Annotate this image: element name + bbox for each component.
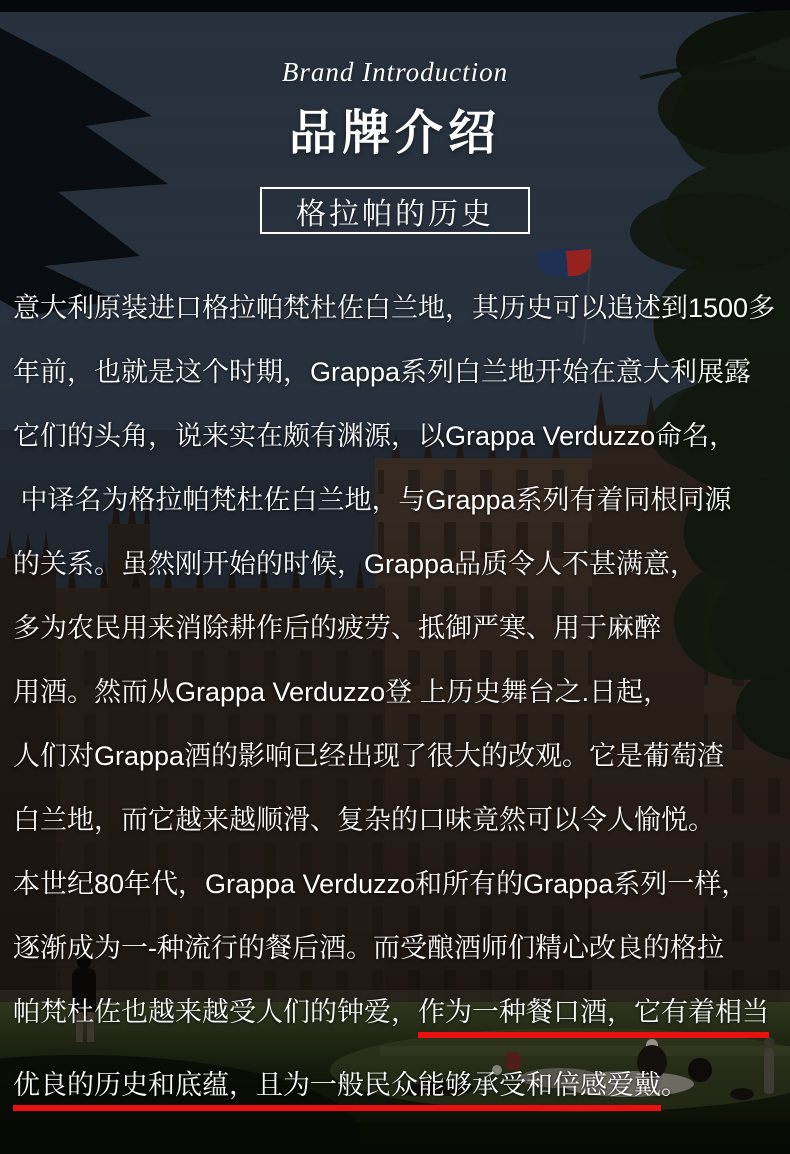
paragraph-line xyxy=(13,995,786,1059)
line-text: 帕梵杜佐也越来越受人们的钟爱， xyxy=(13,997,418,1027)
paragraph-line xyxy=(13,675,786,739)
paragraph-line xyxy=(13,419,786,483)
page-title: 品牌介绍 xyxy=(288,107,501,160)
brand-story-paragraph xyxy=(13,291,786,1132)
paragraph-line xyxy=(13,1068,786,1132)
line-text: 人们对Grappa酒的影响已经出现了很大的改观。它是葡萄渣 xyxy=(13,741,725,771)
paragraph-line xyxy=(13,611,786,675)
line-text: 多为农民用来消除耕作后的疲劳、抵御严寒、用于麻醉 xyxy=(13,613,661,643)
section-title-box xyxy=(260,187,530,234)
line-text: 用酒。然而从Grappa Verduzzo登 上历史舞台之.日起， xyxy=(13,677,671,707)
brand-eyebrow: Brand Introduction xyxy=(281,57,509,87)
line-text: 它们的头角，说来实在颇有渊源，以Grappa Verduzzo命名， xyxy=(13,421,737,451)
line-text: 中译名为格拉帕梵杜佐白兰地，与Grappa系列有着同根同源 xyxy=(13,485,732,515)
line-text: 本世纪80年代，Grappa Verduzzo和所有的Grappa系列一样， xyxy=(13,869,749,899)
red-underlined-text: 优良的历史和底蕴，且为一般民众能够承受和倍感爱戴 xyxy=(13,1068,661,1111)
line-text: 的关系。虽然刚开始的时候，Grappa品质令人不甚满意， xyxy=(13,549,698,579)
paragraph-line xyxy=(13,291,786,355)
section-title: 格拉帕的历史 xyxy=(296,197,494,231)
paragraph-line xyxy=(13,547,786,611)
paragraph-line xyxy=(13,739,786,803)
line-text-suffix: 。 xyxy=(661,1070,688,1100)
paragraph-line xyxy=(13,803,786,867)
line-text: 白兰地，而它越来越顺滑、复杂的口味竟然可以令人愉悦。 xyxy=(13,805,715,835)
red-underlined-text: 作为一种餐口酒，它有着相当 xyxy=(418,995,769,1038)
line-text: 逐渐成为一-种流行的餐后酒。而受酿酒师们精心改良的格拉 xyxy=(13,933,724,963)
paragraph-line xyxy=(13,355,786,419)
paragraph-line xyxy=(13,867,786,931)
paragraph-line xyxy=(13,931,786,995)
line-text: 意大利原装进口格拉帕梵杜佐白兰地，其历史可以追述到1500多 xyxy=(13,293,776,323)
line-text: 年前，也就是这个时期，Grappa系列白兰地开始在意大利展露 xyxy=(13,357,752,387)
paragraph-line xyxy=(13,483,786,547)
